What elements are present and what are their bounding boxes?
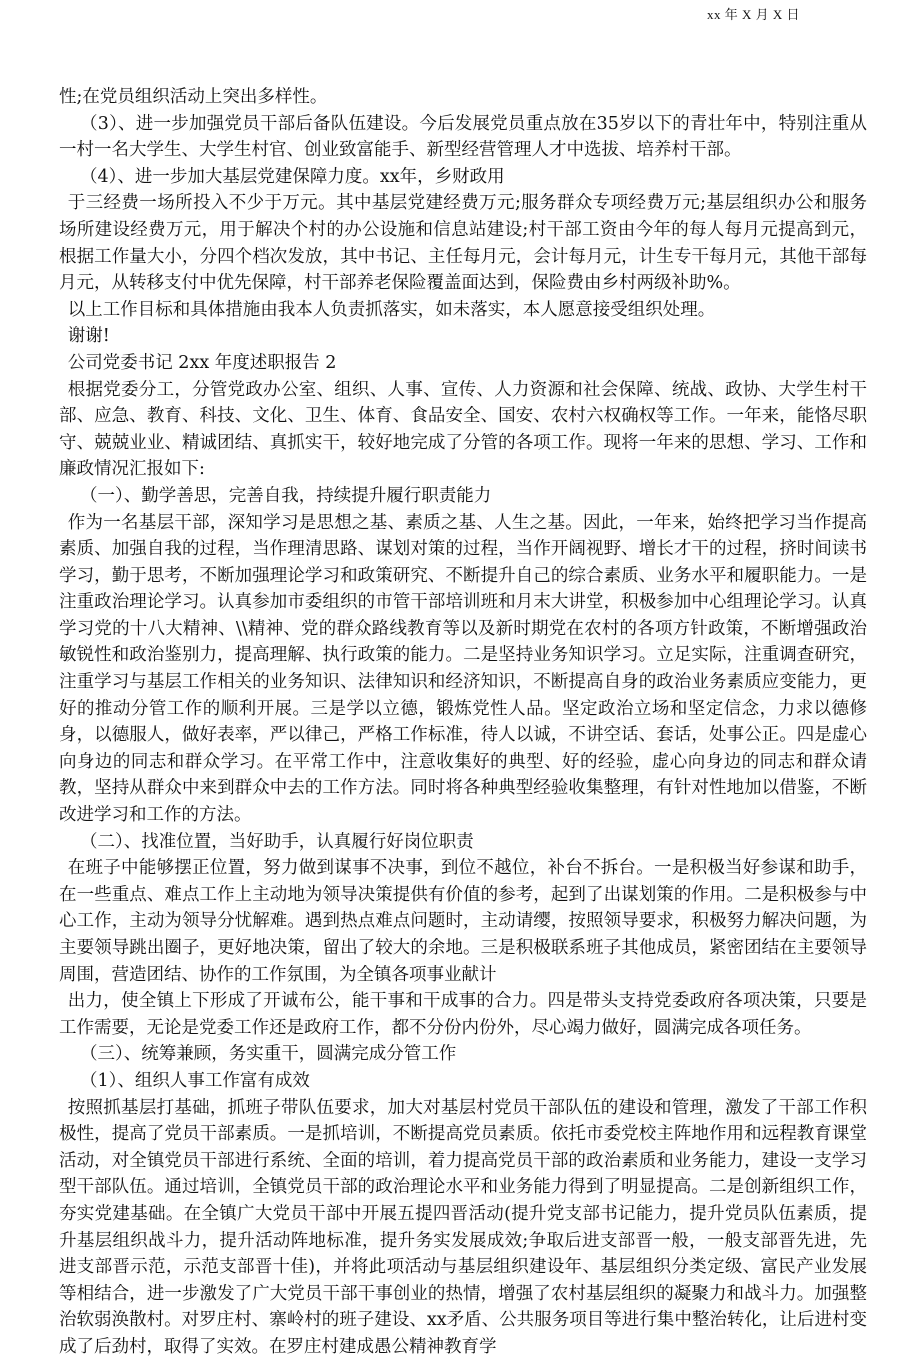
header-date: xx 年 X 月 X 日: [706, 7, 800, 22]
paragraph: 在班子中能够摆正位置，努力做到谋事不决事，到位不越位，补台不拆台。一是积极当好参谋和助手，在一些重点、难点工作上主动地为领导决策提供有价值的参考，起到了出谋划策的作用。二是积极参与中心工作，主动为领导分忧解难。遇到热点难点问题时，主动请缨，按照领导要求，积极努力解决问题，为主要领导跳出圈子，更好地决策，留出了较大的余地。三是积极联系班子其他成员，紧密团结在主要领导周围，营造团结、协作的工作氛围，为全镇各项事业献计: [59, 858, 867, 985]
subheading: （1）、组织人事工作富有成效: [80, 1070, 310, 1091]
paragraph: 作为一名基层干部，深知学习是思想之基、素质之基、人生之基。因此，一年来，始终把学习当作提高素质、加强自我的过程，当作理清思路、谋划对策的过程，当作开阔视野、增长才干的过程，挤时间读书学习，勤于思考，不断加强理论学习和政策研究、不断提升自己的综合素质、业务水平和履职能力。一是注重政治理论学习。认真参加市委组织的市管干部培训班和月末大讲堂，积极参加中心组理论学习。认真学习党的十八大精神、\\精神、党的群众路线教育等以及新时期党在农村的各项方针政策，不断增强政治敏锐性和政治鉴别力，提高理解、执行政策的能力。二是坚持业务知识学习。立足实际，注重调查研究，注重学习与基层工作相关的业务知识、法律知识和经济知识，不断提高自身的政治业务素质应变能力，更好的推动分管工作的顺利开展。三是学以立德，锻炼党性人品。坚定政治立场和坚定信念，力求以德修身，以德服人，做好表率，严以律己，严格工作标准，待人以诚，不讲空话、套话，处事公正。四是虚心向身边的同志和群众学习。在平常工作中，注意收集好的典型、好的经验，虚心向身边的同志和群众请教，坚持从群众中来到群众中去的工作方法。同时将各种典型经验收集整理，有针对性地加以借鉴，不断改进学习和工作的方法。: [59, 512, 867, 826]
paragraph: 于三经费一场所投入不少于万元。其中基层党建经费万元;服务群众专项经费万元;基层组织办公和服务场所建设经费万元，用于解决个村的办公设施和信息站建设;村干部工资由今年的每人每月元提高到元，根据工作量大小，分四个档次发放，其中书记、主任每月元，会计每月元，计生专干每月元，其他干部每月元，从转移支付中优先保障，村干部养老保险覆盖面达到，保险费由乡村两级补助%。: [59, 193, 867, 294]
paragraph: 按照抓基层打基础，抓班子带队伍要求，加大对基层村党员干部队伍的建设和管理，激发了干部工作积极性，提高了党员干部素质。一是抓培训，不断提高党员素质。依托市委党校主阵地作用和远程教育课堂活动，对全镇党员干部进行系统、全面的培训，着力提高党员干部的政治素质和业务能力，建设一支学习型干部队伍。通过培训，全镇党员干部的政治理论水平和业务能力得到了明显提高。二是创新组织工作，夯实党建基础。在全镇广大党员干部中开展五提四晋活动(提升党支部书记能力，提升党员队伍素质，提升基层组织战斗力，提升活动阵地标准，提升务实发展成效;争取后进支部晋一般，一般支部晋先进，先进支部晋示范，示范支部晋十佳)，并将此项活动与基层组织建设年、基层组织分类定级、富民产业发展等相结合，进一步激发了广大党员干部干事创业的热情，增强了农村基层组织的凝聚力和战斗力。加强整治软弱涣散村。对罗庄村、寨岭村的班子建设、xx矛盾、公共服务项目等进行集中整治转化，让后进村变成了后劲村，取得了实效。在罗庄村建成愚公精神教育学: [59, 1097, 867, 1357]
paragraph: 根据党委分工，分管党政办公室、组织、人事、宣传、人力资源和社会保障、统战、政协、大学生村干部、应急、教育、科技、文化、卫生、体育、食品安全、国安、农村六权确权等工作。一年来，能恪尽职守、兢兢业业、精诚团结、真抓实干，较好地完成了分管的各项工作。现将一年来的思想、学习、工作和廉政情况汇报如下:: [59, 379, 867, 480]
subheading: （一）、勤学善思，完善自我，持续提升履行职责能力: [80, 485, 492, 506]
body-text: [59, 84, 867, 1361]
subheading: （二）、找准位置，当好助手，认真履行好岗位职责: [80, 831, 474, 852]
paragraph: 以上工作目标和具体措施由我本人负责抓落实，如未落实，本人愿意接受组织处理。: [67, 299, 716, 320]
paragraph: 性;在党员组织活动上突出多样性。: [59, 87, 328, 107]
section-title: 公司党委书记 2xx 年度述职报告 2: [67, 352, 337, 373]
paragraph: 出力，使全镇上下形成了开诚布公，能干事和干成事的合力。四是带头支持党委政府各项决策，只要是工作需要，无论是党委工作还是政府工作，都不分份内份外，尽心竭力做好，圆满完成各项任务。: [59, 991, 867, 1038]
paragraph: （4）、进一步加大基层党建保障力度。xx年，乡财政用: [80, 166, 505, 187]
paragraph: 谢谢!: [67, 326, 110, 347]
paragraph: （3）、进一步加强党员干部后备队伍建设。今后发展党员重点放在35岁以下的青壮年中，特别注重从一村一名大学生、大学生村官、创业致富能手、新型经营管理人才中选拔、培养村干部。: [59, 113, 867, 161]
subheading: （三）、统筹兼顾，务实重干，圆满完成分管工作: [80, 1044, 457, 1065]
